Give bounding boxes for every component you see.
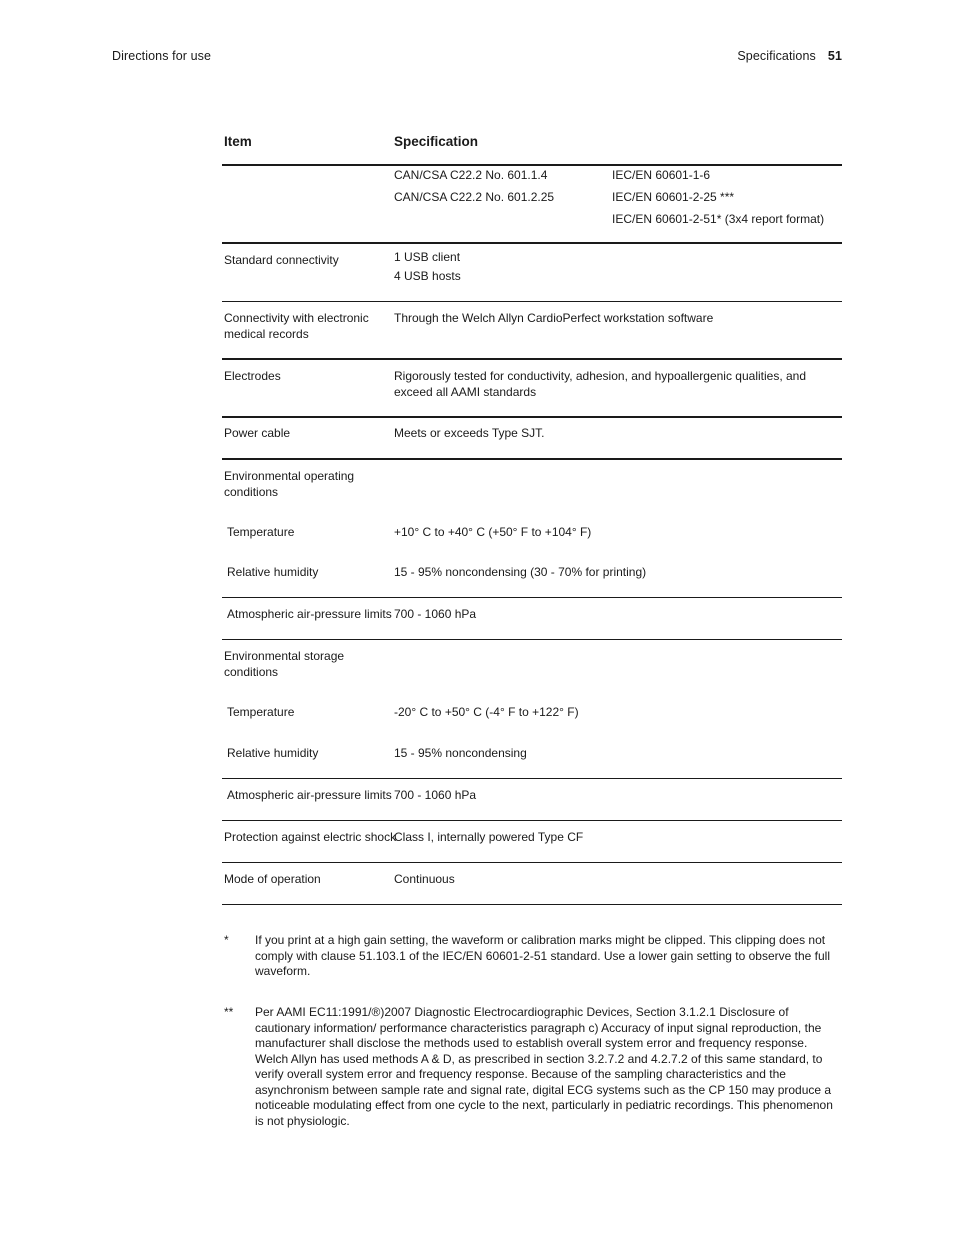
running-header-title: Directions for use	[112, 49, 212, 63]
item-operating-temperature: Temperature	[227, 525, 295, 539]
standard-csa-601-2-25: CAN/CSA C22.2 No. 601.2.25	[394, 190, 555, 204]
table-header-rule	[222, 164, 842, 166]
spec-storage-pressure: 700 - 1060 hPa	[394, 788, 477, 802]
spec-storage-temperature: -20° C to +50° C (-4° F to +122° F)	[394, 705, 579, 719]
item-mode-of-operation: Mode of operation	[224, 872, 321, 886]
spec-storage-humidity: 15 - 95% noncondensing	[394, 746, 527, 760]
row-rule	[222, 416, 842, 418]
spec-usb-client: 1 USB client	[394, 250, 461, 264]
standard-iec-60601-2-51: IEC/EN 60601-2-51* (3x4 report format)	[612, 212, 825, 226]
standard-iec-60601-1-6: IEC/EN 60601-1-6	[612, 168, 711, 182]
running-header-section	[737, 49, 842, 63]
spec-usb-hosts: 4 USB hosts	[394, 269, 461, 283]
footnote-text: Per AAMI EC11:1991/®)2007 Diagnostic Electrocardiographic Devices, Section 3.1.2.1 Disclosure of cautionary information/ performance characteristics paragraph c) Accuracy of input signal reproduction, the manufacturer shall disclose the methods used to establish overall system error and frequency response. Welch Allyn has used methods A & D, as prescribed in section 3.2.7.2 and 4.2.7.2 of this same standard, to verify overall system error and frequency response. Because of the sampling characteristics and the asynchronism between sample rate and signal rate, digital ECG systems such as the CP 150 may produce a noticeable modulating effect from one cycle to the next, particularly in pediatric recordings. This phenomenon is not physiologic.	[255, 1005, 833, 1128]
row-rule	[222, 862, 842, 863]
item-electrodes: Electrodes	[224, 369, 281, 383]
spec-operating-humidity: 15 - 95% noncondensing (30 - 70% for printing)	[394, 565, 647, 579]
item-storage-humidity: Relative humidity	[227, 746, 319, 760]
footnote-text: If you print at a high gain setting, the waveform or calibration marks might be clipped. This clipping does not comply with clause 51.103.1 of the IEC/EN 60601-2-51 standard. Use a lower gain setting to observe the full waveform.	[255, 933, 830, 978]
section-title: Specifications	[737, 49, 816, 63]
item-operating-humidity: Relative humidity	[227, 565, 319, 579]
spec-emr-connectivity: Through the Welch Allyn CardioPerfect workstation software	[394, 311, 714, 325]
row-rule	[222, 242, 842, 244]
standard-csa-601-1-4: CAN/CSA C22.2 No. 601.1.4	[394, 168, 548, 182]
column-header-specification: Specification	[394, 134, 479, 149]
row-rule	[222, 458, 842, 460]
spec-electric-shock: Class I, internally powered Type CF	[394, 830, 584, 844]
spec-operating-pressure: 700 - 1060 hPa	[394, 607, 477, 621]
row-rule	[222, 820, 842, 821]
spec-operating-temperature: +10° C to +40° C (+50° F to +104° F)	[394, 525, 592, 539]
spec-power-cable: Meets or exceeds Type SJT.	[394, 426, 545, 440]
item-env-operating: Environmental operating conditions	[224, 469, 355, 499]
item-env-storage: Environmental storage conditions	[224, 649, 345, 679]
standard-iec-60601-2-25: IEC/EN 60601-2-25 ***	[612, 190, 735, 204]
footnote-mark: **	[224, 1005, 234, 1019]
item-storage-temperature: Temperature	[227, 705, 295, 719]
row-rule	[222, 597, 842, 598]
row-rule	[222, 358, 842, 360]
item-emr-connectivity: Connectivity with electronic medical records	[224, 311, 369, 341]
item-operating-pressure: Atmospheric air-pressure limits	[227, 607, 392, 621]
item-electric-shock: Protection against electric shock	[224, 830, 397, 844]
page-number: 51	[827, 49, 842, 63]
row-rule	[222, 778, 842, 779]
item-standard-connectivity: Standard connectivity	[224, 253, 339, 267]
table-bottom-rule	[222, 904, 842, 905]
item-power-cable: Power cable	[224, 426, 291, 440]
spec-electrodes: Rigorously tested for conductivity, adhesion, and hypoallergenic qualities, and exceed all AAMI standards	[394, 369, 807, 399]
spec-mode-of-operation: Continuous	[394, 872, 455, 886]
column-header-item: Item	[224, 134, 252, 149]
row-rule	[222, 301, 842, 302]
item-storage-pressure: Atmospheric air-pressure limits	[227, 788, 392, 802]
row-rule	[222, 639, 842, 640]
footnote-mark: *	[224, 933, 229, 947]
